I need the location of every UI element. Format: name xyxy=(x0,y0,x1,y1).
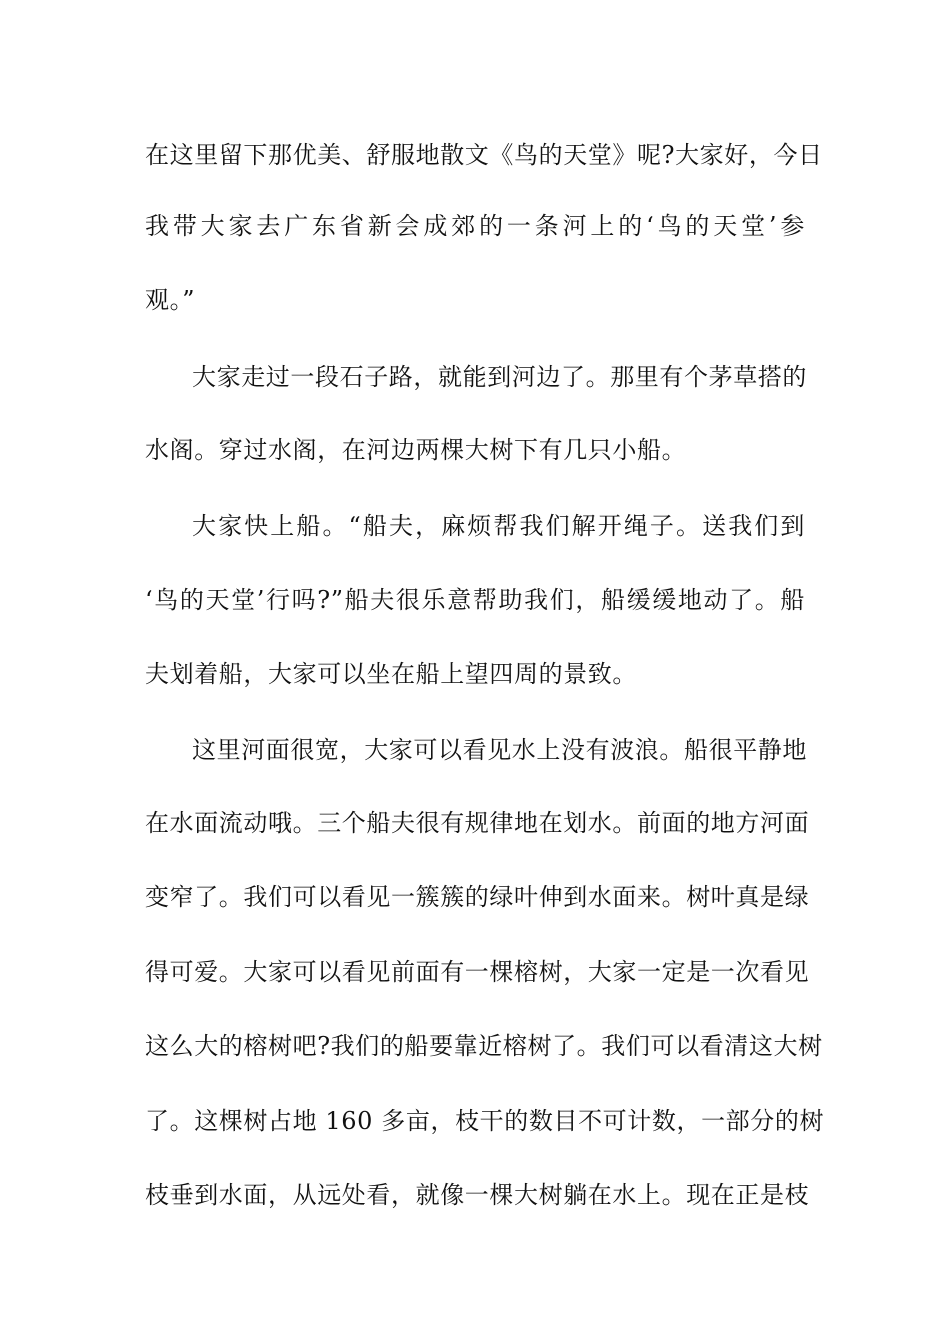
text-line-14: 了。这棵树占地 160 多亩，枝干的数目不可计数，一部分的树 xyxy=(145,1107,825,1135)
text-line-7: ‘鸟的天堂’行吗?”船夫很乐意帮助我们，船缓缓地动了。船 xyxy=(145,586,805,614)
text-line-1: 在这里留下那优美、舒服地散文《鸟的天堂》呢?大家好，今日 xyxy=(145,141,823,169)
text-line-10: 在水面流动哦。三个船夫很有规律地在划水。前面的地方河面 xyxy=(145,809,810,837)
text-line-11: 变窄了。我们可以看见一簇簇的绿叶伸到水面来。树叶真是绿 xyxy=(145,883,810,911)
text-line-5: 水阁。穿过水阁，在河边两棵大树下有几只小船。 xyxy=(145,436,687,464)
text-line-2: 我带大家去广东省新会成郊的一条河上的‘鸟的天堂’参 xyxy=(145,212,805,240)
text-line-8: 夫划着船，大家可以坐在船上望四周的景致。 xyxy=(145,660,637,688)
text-line-12: 得可爱。大家可以看见前面有一棵榕树，大家一定是一次看见 xyxy=(145,958,810,986)
text-line-13: 这么大的榕树吧?我们的船要靠近榕树了。我们可以看清这大树 xyxy=(145,1032,823,1060)
text-line-4: 大家走过一段石子路，就能到河边了。那里有个茅草搭的 xyxy=(192,363,807,391)
text-line-9: 这里河面很宽，大家可以看见水上没有波浪。船很平静地 xyxy=(192,736,807,764)
text-line-3: 观。” xyxy=(145,286,196,314)
text-line-6: 大家快上船。“船夫，麻烦帮我们解开绳子。送我们到 xyxy=(192,512,805,540)
text-line-15: 枝垂到水面，从远处看，就像一棵大树躺在水上。现在正是枝 xyxy=(145,1181,810,1209)
